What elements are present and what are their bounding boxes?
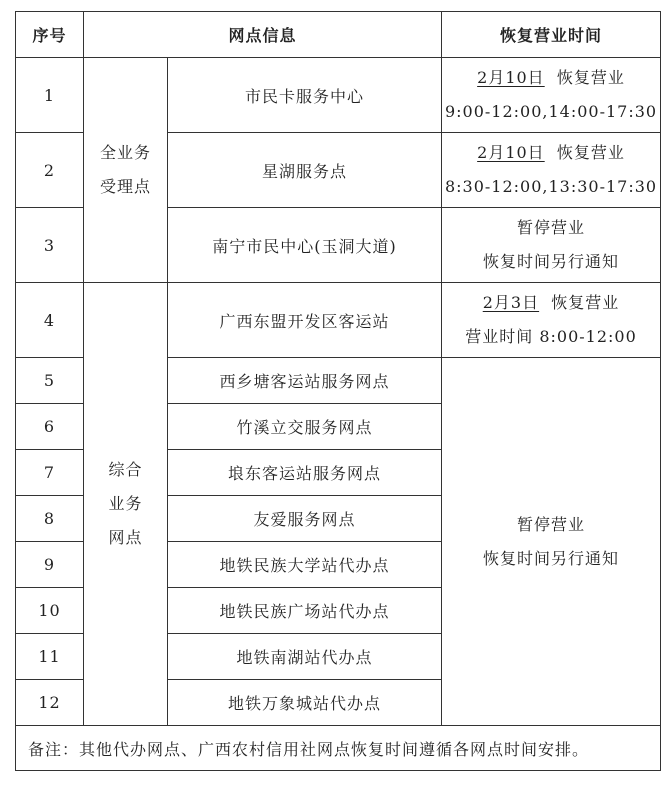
row-seq: 8: [16, 496, 84, 542]
row-date: 2月3日: [482, 293, 540, 312]
table-row: [16, 283, 661, 358]
row-name: 广西东盟开发区客运站: [168, 283, 442, 358]
row-note: 恢复时间另行通知: [483, 252, 620, 271]
row-seq: 2: [16, 133, 84, 208]
row-name: 地铁万象城站代办点: [168, 680, 442, 726]
row-name: 地铁民族大学站代办点: [168, 542, 442, 588]
group-line: 网点: [108, 528, 143, 547]
row-name: 地铁民族广场站代办点: [168, 588, 442, 634]
row-seq: 6: [16, 404, 84, 450]
row-seq: 4: [16, 283, 84, 358]
row-seq: 3: [16, 208, 84, 283]
footnote: 备注：其他代办网点、广西农村信用社网点恢复时间遵循各网点时间安排。: [16, 726, 661, 771]
group-line: 全业务: [99, 143, 151, 162]
row-name: 埌东客运站服务网点: [168, 450, 442, 496]
row-seq: 1: [16, 58, 84, 133]
row-status: 暂停营业: [517, 218, 586, 237]
header-seq: 序号: [16, 12, 84, 58]
row-time: [442, 133, 661, 208]
row-name: 南宁市民中心(玉洞大道): [168, 208, 442, 283]
group-comprehensive: [84, 283, 168, 726]
row-hours: 营业时间 8:00-12:00: [465, 327, 637, 346]
row-seq: 10: [16, 588, 84, 634]
row-name: 友爱服务网点: [168, 496, 442, 542]
group-line: 综合: [108, 460, 143, 479]
header-time: 恢复营业时间: [442, 12, 661, 58]
row-date: 2月10日: [477, 143, 545, 162]
group-line: 受理点: [99, 177, 151, 196]
table-row: [16, 58, 661, 133]
row-status: 恢复营业: [556, 68, 625, 87]
row-time: [442, 208, 661, 283]
row-seq: 9: [16, 542, 84, 588]
suspended-note: 恢复时间另行通知: [483, 548, 620, 568]
note-row: [16, 726, 661, 771]
row-status: 恢复营业: [556, 143, 625, 162]
row-seq: 5: [16, 358, 84, 404]
group-full-service: [84, 58, 168, 283]
service-points-table: [15, 11, 661, 771]
row-name: 竹溪立交服务网点: [168, 404, 442, 450]
row-name: 市民卡服务中心: [168, 58, 442, 133]
row-name: 星湖服务点: [168, 133, 442, 208]
row-name: 地铁南湖站代办点: [168, 634, 442, 680]
row-date: 2月10日: [477, 68, 545, 87]
row-seq: 7: [16, 450, 84, 496]
row-time: [442, 58, 661, 133]
row-hours: 9:00-12:00,14:00-17:30: [444, 102, 658, 121]
row-status: 恢复营业: [551, 293, 620, 312]
row-seq: 12: [16, 680, 84, 726]
row-name: 西乡塘客运站服务网点: [168, 358, 442, 404]
row-time: [442, 283, 661, 358]
suspended-status: 暂停营业: [517, 514, 586, 534]
group-line: 业务: [108, 494, 143, 513]
header-row: [16, 12, 661, 58]
suspended-cell: [442, 358, 661, 726]
row-hours: 8:30-12:00,13:30-17:30: [444, 177, 658, 196]
header-info: 网点信息: [84, 12, 442, 58]
row-seq: 11: [16, 634, 84, 680]
